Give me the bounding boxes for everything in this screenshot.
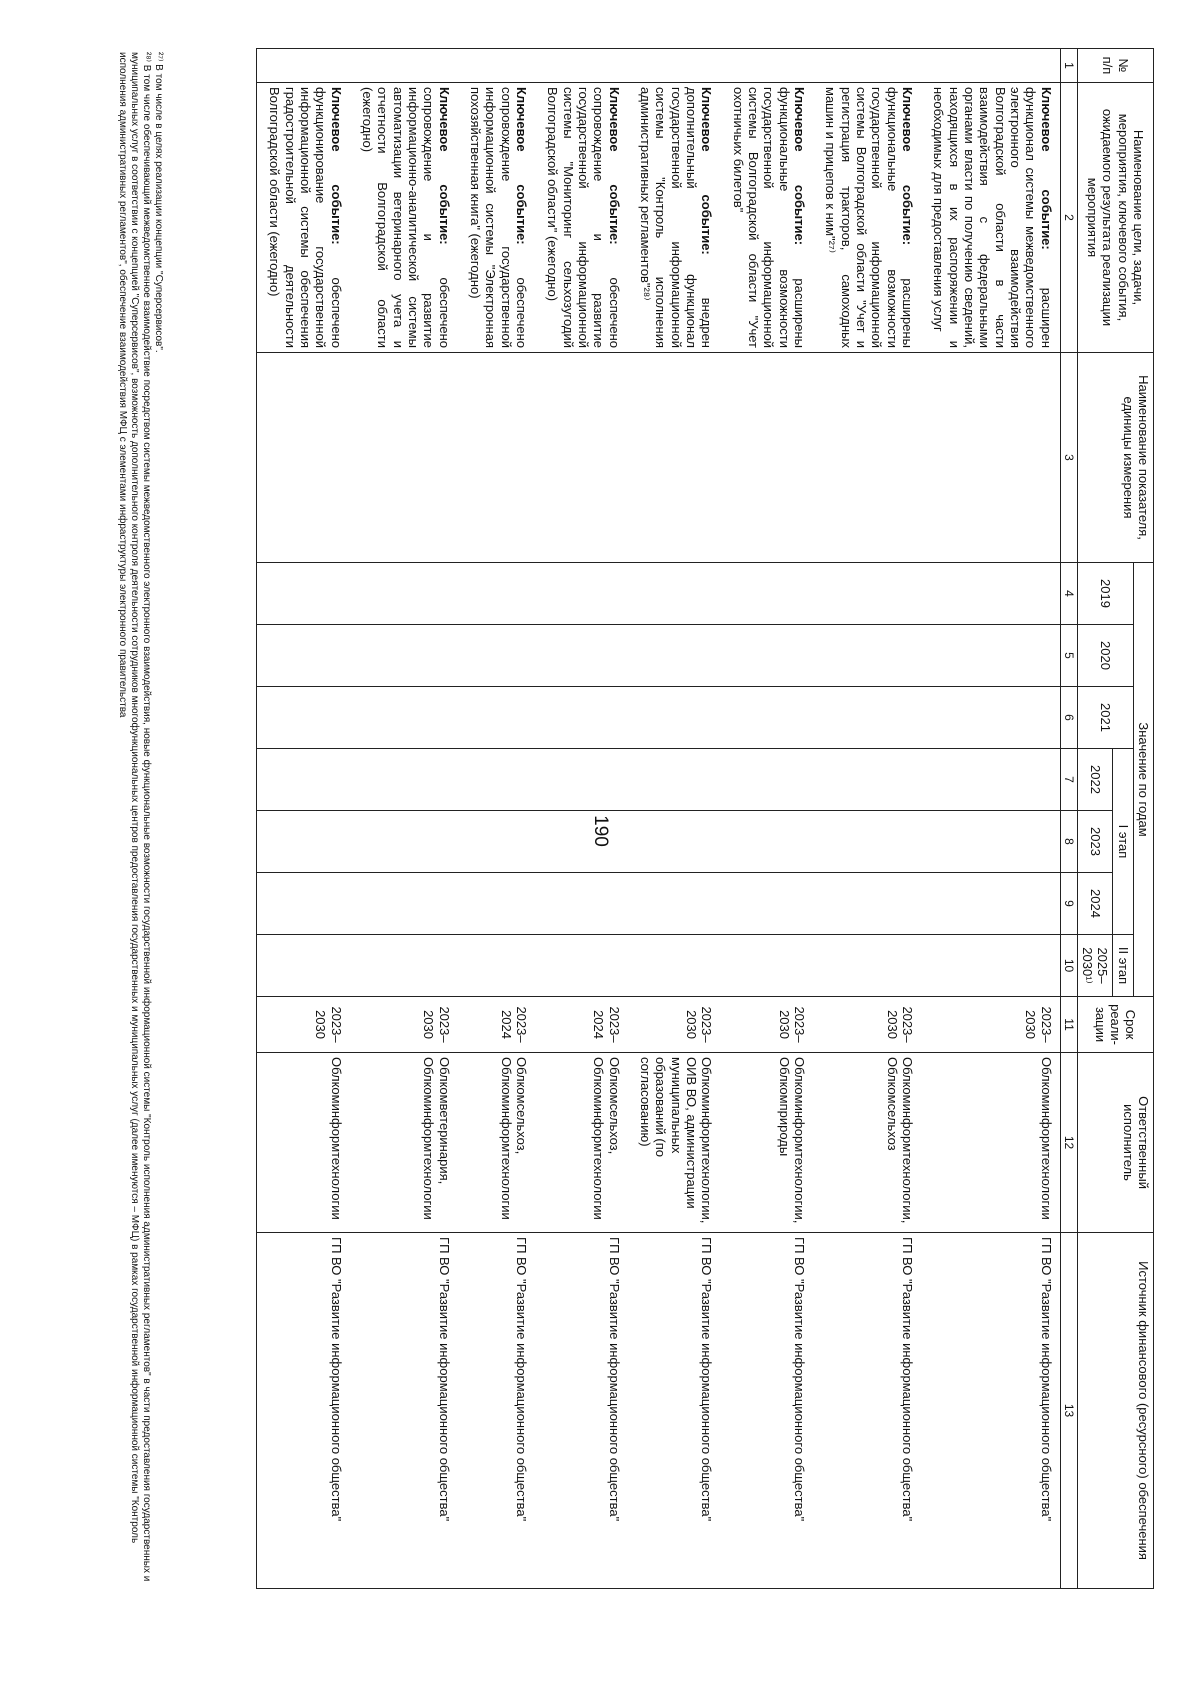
cell-value — [458, 873, 535, 935]
cell-value — [921, 749, 1060, 811]
header-source: Источник финансового (ресурсного) обеспечения — [1077, 1233, 1153, 1589]
cell-value — [535, 563, 628, 625]
cell-number — [813, 49, 921, 83]
cell-executor: Облкомветеринария, Облкоминформтехнологии — [350, 1053, 458, 1233]
cell-value — [257, 873, 350, 935]
header-stage-1: I этап — [1113, 749, 1133, 935]
column-number: 1 — [1060, 49, 1077, 83]
table-row — [350, 49, 458, 1589]
cell-value — [257, 749, 350, 811]
cell-value — [350, 749, 458, 811]
cell-value — [813, 687, 921, 749]
cell-indicator — [535, 353, 628, 563]
cell-value — [921, 625, 1060, 687]
cell-number — [350, 49, 458, 83]
cell-source: ГП ВО "Развитие информационного общества" — [535, 1233, 628, 1589]
cell-value — [813, 811, 921, 873]
event-text: обеспечено сопровождение государственной информационной системы "Электронная похозяйственная книга" (ежегодно) — [468, 87, 530, 348]
column-number: 10 — [1060, 935, 1077, 997]
cell-value — [535, 873, 628, 935]
column-number: 13 — [1060, 1233, 1077, 1589]
cell-indicator — [813, 353, 921, 563]
column-number: 7 — [1060, 749, 1077, 811]
cell-value — [813, 563, 921, 625]
cell-term: 2023–2024 — [458, 997, 535, 1053]
cell-number — [628, 49, 721, 83]
cell-number — [921, 49, 1060, 83]
cell-value — [535, 935, 628, 997]
column-number: 5 — [1060, 625, 1077, 687]
header-executor: Ответственный исполнитель — [1077, 1053, 1153, 1233]
event-prefix: Ключевое событие: — [791, 87, 807, 246]
cell-value — [720, 625, 813, 687]
cell-value — [628, 687, 721, 749]
header-year-2021: 2021 — [1077, 687, 1133, 749]
cell-value — [257, 687, 350, 749]
event-text: расширен функционал системы межведомственного электронного взаимодействия Волгоградской области в части взаимодействия с федеральными органами власти по получению сведений, находящихся в их распоряжении и необходимых для предоставления услуг — [931, 87, 1054, 348]
cell-value — [628, 749, 721, 811]
cell-source: ГП ВО "Развитие информационного общества" — [813, 1233, 921, 1589]
column-numbers-row — [1060, 49, 1077, 1589]
cell-value — [257, 935, 350, 997]
cell-number — [458, 49, 535, 83]
cell-source: ГП ВО "Развитие информационного общества" — [350, 1233, 458, 1589]
cell-value — [458, 811, 535, 873]
cell-value — [628, 563, 721, 625]
cell-executor: Облкоминформтехнологии, Облкомприроды — [720, 1053, 813, 1233]
cell-value — [535, 749, 628, 811]
cell-value — [350, 563, 458, 625]
event-prefix: Ключевое событие: — [1038, 87, 1054, 250]
header-year-2022: 2022 — [1077, 749, 1113, 811]
rotated-table-sheet — [114, 48, 1154, 1608]
event-text: обеспечено сопровождение и развитие информационно-аналитической системы автоматизации ветеринарного учета и отчетности Волгоградской области (ежегодно) — [360, 87, 452, 348]
table-row — [720, 49, 813, 1589]
cell-event — [535, 83, 628, 353]
header-year-2025-2030: 2025–2030¹⁾ — [1077, 935, 1113, 997]
table-row — [921, 49, 1060, 1589]
cell-value — [720, 811, 813, 873]
cell-indicator — [921, 353, 1060, 563]
cell-value — [350, 687, 458, 749]
cell-term: 2023–2030 — [257, 997, 350, 1053]
cell-value — [458, 563, 535, 625]
table-row — [257, 49, 350, 1589]
cell-executor: Облкоминформтехнологии — [921, 1053, 1060, 1233]
cell-indicator — [257, 353, 350, 563]
event-text: внедрен дополнительный функционал государственной информационной системы "Контроль исполнения административных регламентов"²⁸⁾ — [637, 87, 715, 348]
cell-value — [535, 687, 628, 749]
header-values-group: Значение по годам — [1133, 563, 1153, 997]
cell-value — [921, 563, 1060, 625]
cell-executor: Облкоминформтехнологии — [257, 1053, 350, 1233]
cell-value — [535, 811, 628, 873]
cell-source: ГП ВО "Развитие информационного общества" — [628, 1233, 721, 1589]
cell-value — [350, 935, 458, 997]
cell-term: 2023–2030 — [350, 997, 458, 1053]
cell-term: 2023–2030 — [921, 997, 1060, 1053]
event-prefix: Ключевое событие: — [699, 87, 715, 255]
table-row — [813, 49, 921, 1589]
cell-value — [720, 749, 813, 811]
footnote-28: ²⁸⁾ В том числе обеспечивающий межведомственное взаимодействие посредством системы межведомственного электронного взаимодействия, новые функциональные возможности государственной информационной системы "Контроль исполнения административных регламентов" в части предоставления государственных и муниципальных услуг в соответствии с концепцией "Суперсервисов", возможность дополнительного контроля деятельности сотрудников многофункциональных центров предоставления государственных и муниципальных услуг (далее именуются – МФЦ) в рамках государственной информационной системы "Контроль исполнения административных регламентов", обеспечение взаимодействия МФЦ с элементами инфраструктуры электронного правительства — [117, 52, 152, 1582]
cell-event — [458, 83, 535, 353]
table-row — [535, 49, 628, 1589]
cell-value — [257, 811, 350, 873]
cell-indicator — [458, 353, 535, 563]
header-year-2019: 2019 — [1077, 563, 1133, 625]
cell-source: ГП ВО "Развитие информационного общества" — [257, 1233, 350, 1589]
header-stage-2: II этап — [1113, 935, 1133, 997]
cell-event — [350, 83, 458, 353]
cell-value — [535, 625, 628, 687]
header-term: Срок реали-зации — [1077, 997, 1153, 1053]
cell-term: 2023–2030 — [720, 997, 813, 1053]
event-text: обеспечено функционирование государственной информационной системы обеспечения градостроительной деятельности Волгоградской области (ежегодно) — [267, 87, 344, 348]
cell-value — [720, 873, 813, 935]
event-text: расширены функциональные возможности государственной информационной системы Волгоградской области "Учет и регистрация тракторов, самоходных машин и прицепов к ним"²⁷⁾ — [823, 87, 915, 348]
footnotes — [116, 52, 164, 1592]
cell-executor: Облкоминформтехнологии, Облкомсельхоз — [813, 1053, 921, 1233]
event-text: расширены функциональные возможности государственной информационной системы Волгоградской области "Учет охотничьих билетов" — [730, 87, 807, 348]
cell-event — [813, 83, 921, 353]
cell-value — [628, 935, 721, 997]
header-number: № п/п — [1077, 49, 1153, 83]
cell-term: 2023–2030 — [813, 997, 921, 1053]
cell-term: 2023–2030 — [628, 997, 721, 1053]
plan-table — [256, 48, 1154, 1589]
cell-value — [350, 873, 458, 935]
column-number: 8 — [1060, 811, 1077, 873]
cell-event — [921, 83, 1060, 353]
cell-number — [257, 49, 350, 83]
cell-executor: Облкомсельхоз, Облкоминформтехнологии — [535, 1053, 628, 1233]
column-number: 2 — [1060, 83, 1077, 353]
column-number: 4 — [1060, 563, 1077, 625]
column-number: 11 — [1060, 997, 1077, 1053]
cell-value — [628, 811, 721, 873]
cell-executor: Облкоминформтехнологии, ОИВ ВО, администрации муниципальных образований (по согласованию) — [628, 1053, 721, 1233]
cell-value — [921, 873, 1060, 935]
cell-value — [813, 749, 921, 811]
cell-value — [921, 811, 1060, 873]
column-number: 12 — [1060, 1053, 1077, 1233]
cell-value — [813, 873, 921, 935]
cell-value — [628, 625, 721, 687]
table-row — [458, 49, 535, 1589]
cell-value — [921, 935, 1060, 997]
table-row — [628, 49, 721, 1589]
page-number: 190 — [590, 815, 611, 847]
cell-number — [535, 49, 628, 83]
header-year-2020: 2020 — [1077, 625, 1133, 687]
cell-executor: Облкомсельхоз, Облкоминформтехнологии — [458, 1053, 535, 1233]
header-year-2023: 2023 — [1077, 811, 1113, 873]
footnote-27: ²⁷⁾ В том числе в целях реализации концепции "Суперсервисов". — [153, 52, 164, 353]
cell-source: ГП ВО "Развитие информационного общества" — [458, 1233, 535, 1589]
cell-indicator — [350, 353, 458, 563]
column-number: 6 — [1060, 687, 1077, 749]
event-prefix: Ключевое событие: — [899, 87, 915, 246]
cell-event — [257, 83, 350, 353]
event-text: обеспечено сопровождение и развитие государственной информационной системы "Мониторинг сельхозугодий Волгоградской области" (ежегодно) — [545, 87, 622, 348]
cell-value — [720, 935, 813, 997]
cell-value — [257, 625, 350, 687]
cell-value — [257, 563, 350, 625]
cell-source: ГП ВО "Развитие информационного общества" — [720, 1233, 813, 1589]
event-prefix: Ключевое событие: — [436, 87, 452, 245]
cell-value — [628, 873, 721, 935]
cell-term: 2023–2024 — [535, 997, 628, 1053]
cell-value — [720, 563, 813, 625]
cell-value — [350, 625, 458, 687]
cell-value — [813, 625, 921, 687]
cell-value — [458, 749, 535, 811]
header-year-2024: 2024 — [1077, 873, 1113, 935]
cell-value — [458, 625, 535, 687]
cell-value — [921, 687, 1060, 749]
cell-value — [458, 687, 535, 749]
cell-number — [720, 49, 813, 83]
cell-indicator — [628, 353, 721, 563]
cell-indicator — [720, 353, 813, 563]
column-number: 3 — [1060, 353, 1077, 563]
cell-source: ГП ВО "Развитие информационного общества" — [921, 1233, 1060, 1589]
cell-value — [720, 687, 813, 749]
cell-value — [350, 811, 458, 873]
column-number: 9 — [1060, 873, 1077, 935]
event-prefix: Ключевое событие: — [606, 87, 622, 245]
event-prefix: Ключевое событие: — [328, 87, 344, 245]
event-prefix: Ключевое событие: — [514, 87, 530, 245]
cell-value — [458, 935, 535, 997]
header-indicator: Наименование показателя, единицы измерения — [1077, 353, 1153, 563]
cell-event — [628, 83, 721, 353]
cell-value — [813, 935, 921, 997]
header-event: Наименование цели, задачи, мероприятия, ключевого события, ожидаемого результата реализации мероприятия — [1077, 83, 1153, 353]
cell-event — [720, 83, 813, 353]
